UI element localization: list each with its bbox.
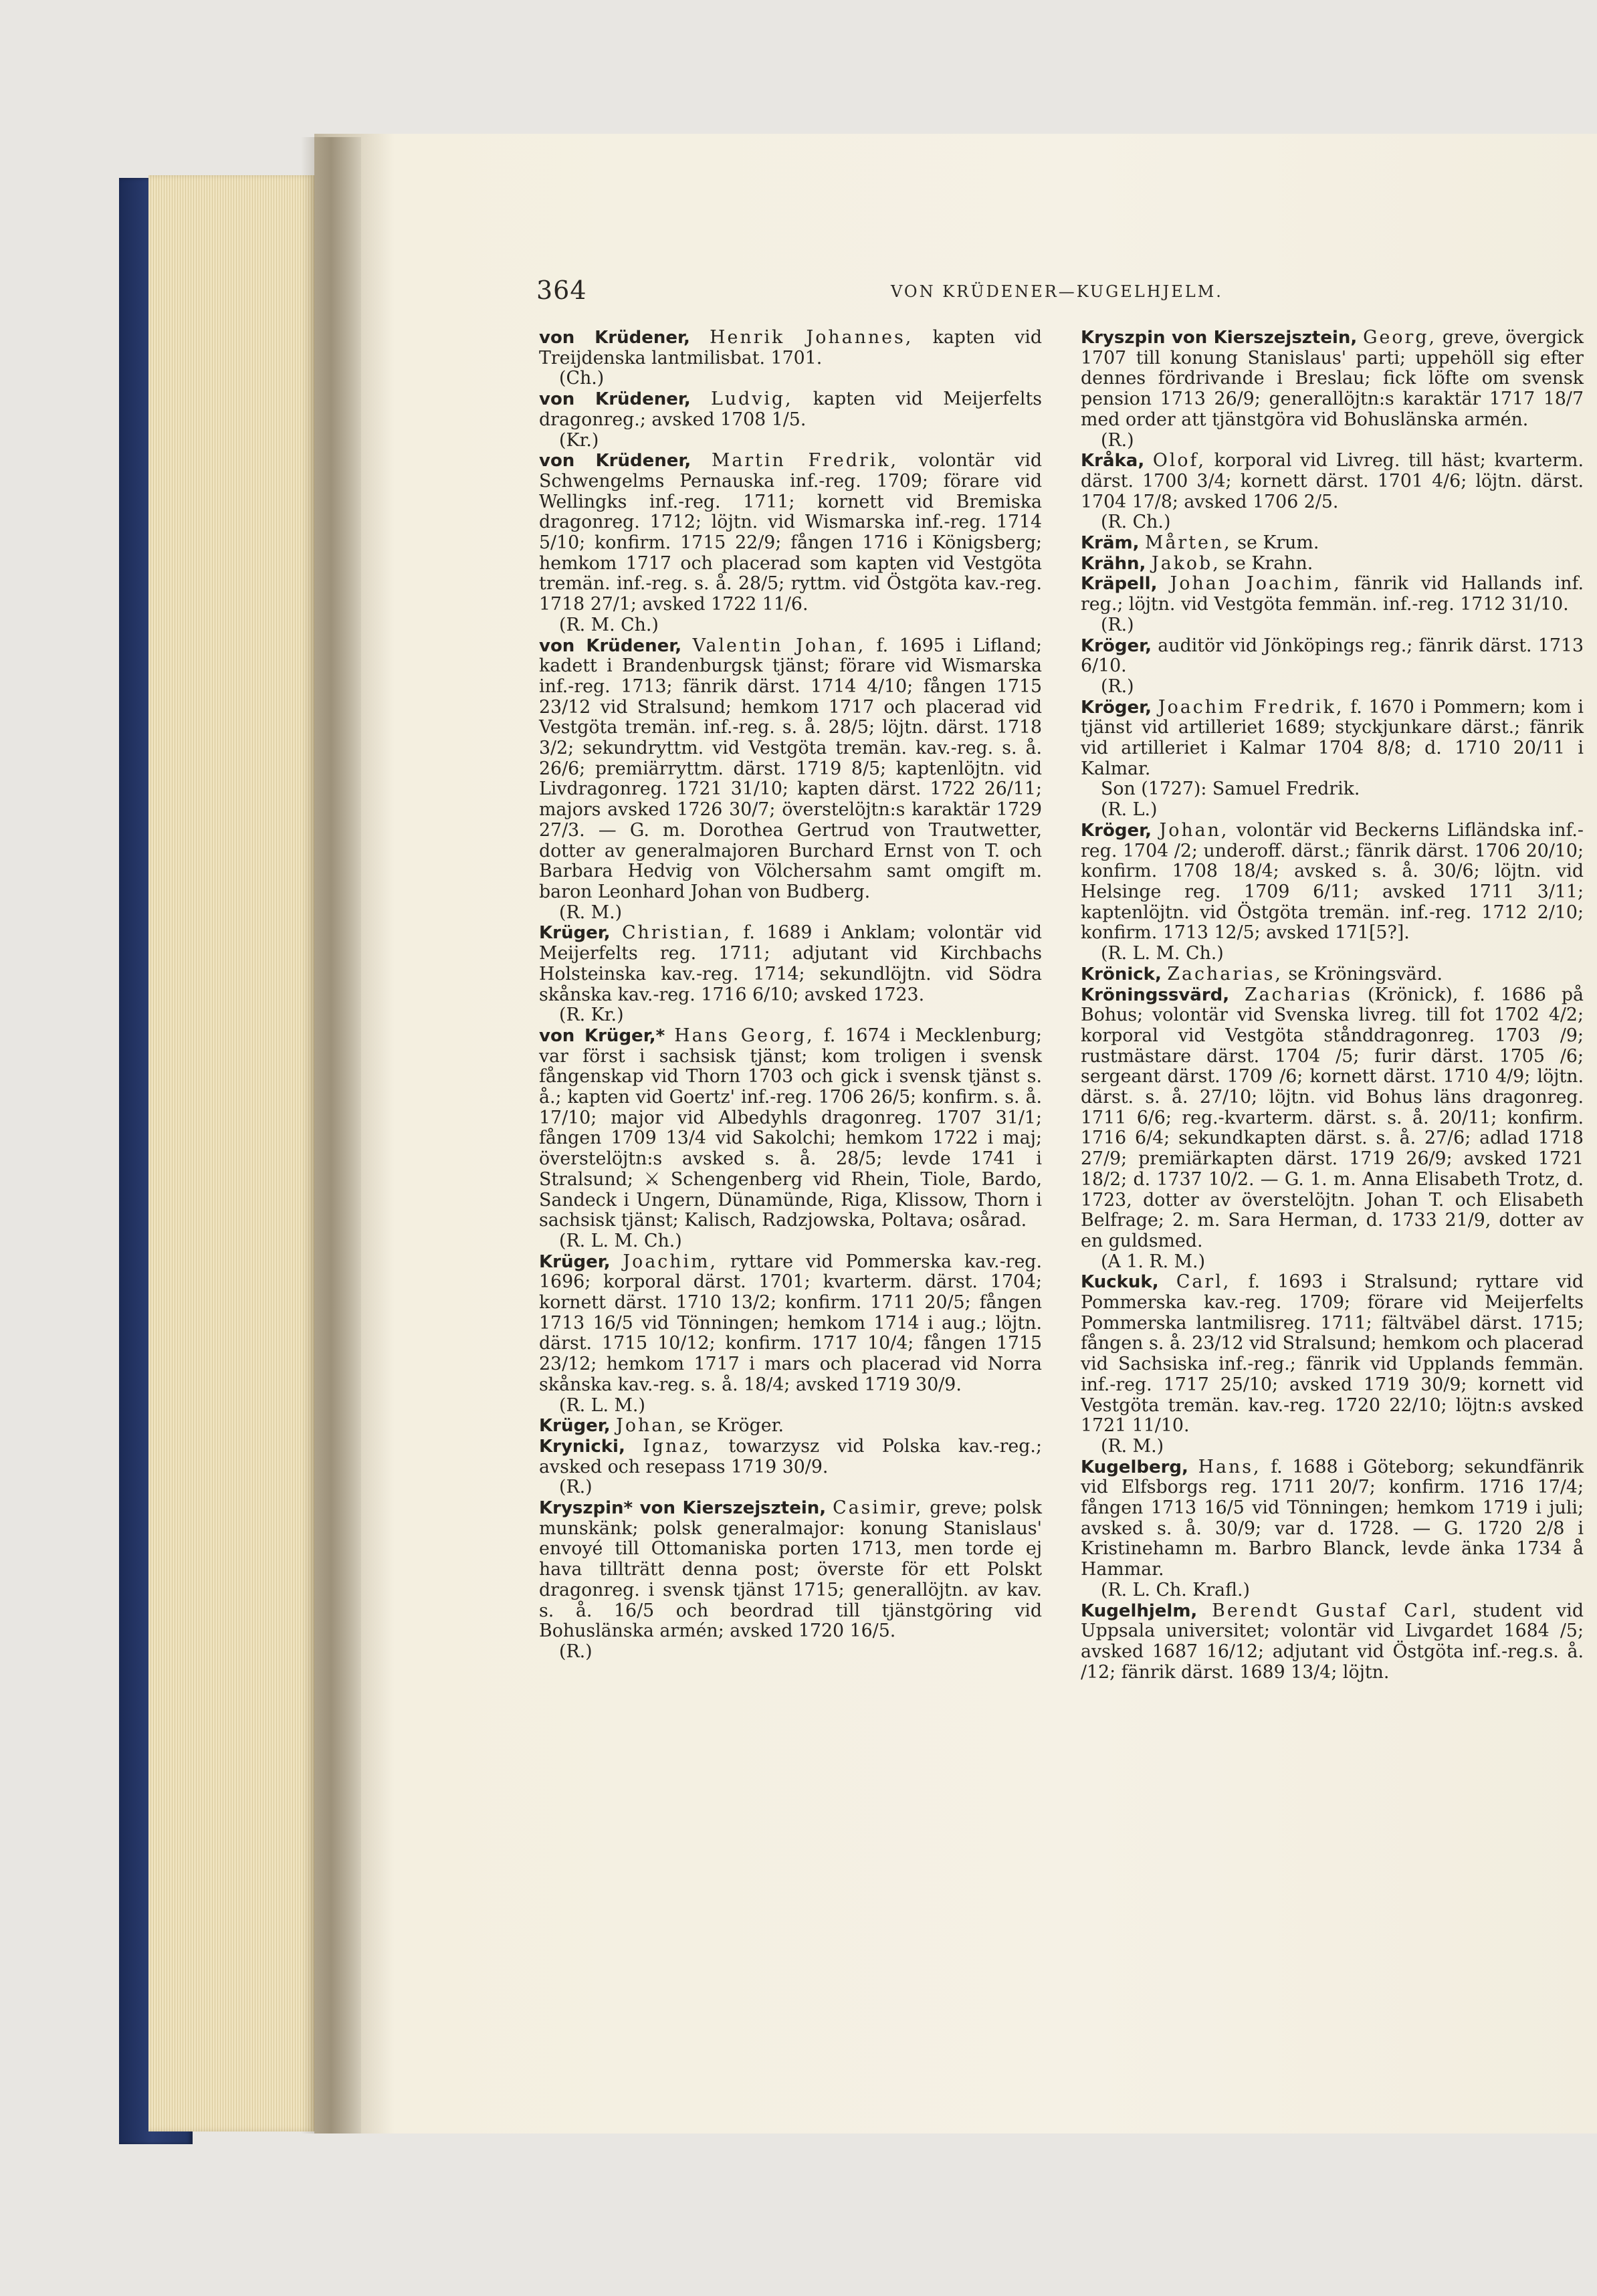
entry-source: (R.): [1101, 429, 1134, 451]
entry-text: se Krum.: [1237, 532, 1319, 554]
entry-given-names: Ludvig,: [710, 389, 793, 410]
entry-headword: Kräpell,: [1081, 574, 1158, 595]
entry-given-names: Hans Georg,: [674, 1025, 815, 1046]
biography-entry: [1081, 1601, 1584, 1683]
entry-text: (Krönick), f. 1686 på Bohus; volontär vid Svenska livreg. till fot 1702 4/2; korporal vid Vestgöta stånddragonreg. 1703 /9; rustmästare därst. 1704 /5; furir därst. 1705 /6; sergeant därst. 1709 /6; kornett därst. 1710 4/9; löjtn. därst. s. å. 27/10; löjtn. vid Bohus läns dragonreg. 1711 6/6; reg.-kvarterm. därst. s. å. 20/11; konfirm. 1716 6/4; sekundkapten därst. s. å. 27/6; adlad 1718 27/9; premiärkapten därst. 1719 26/9; avsked 1721 18/2; d. 1737 10/2. — G. 1. m. Anna Elisabeth Trotz, d. 1723, dotter av överstelöjtn. Johan T. och Elisabeth Belfrage; 2. m. Sara Herman, d. 1733 21/9, dotter av en guldsmed.: [1081, 984, 1584, 1251]
entry-source: (R. L. M. Ch.): [1101, 943, 1224, 964]
entry-text: f. 1695 i Lifland; kadett i Brandenburgsk tjänst; förare vid Wismarska inf.-reg. 1713; fänrik därst. 1714 4/10; fången 1715 23/12 vid Stralsund; hemkom 1717 och placerad vid Vestgöta tremän. inf.-reg. s. å. 28/5; löjtn. därst. 1718 3/2; sekundryttm. vid Vestgöta tremän. kav.-reg. s. å. 26/6; premiärryttm. därst. 1719 8/5; kaptenlöjtn. vid Livdragonreg. 1721 31/10; kapten därst. 1722 26/11; majors avsked 1726 30/7; överstelöjtn:s karaktär 1729 27/3. — G. m. Dorothea Gertrud von Trautwetter, dotter av generalmajoren Burchard Ernst von T. och Barbara Hedvig von Völchersahm samt omgift m. baron Leonhard Johan von Budberg.: [539, 635, 1042, 902]
entry-given-names: Jakob,: [1151, 552, 1220, 574]
entry-text: f. 1670 i Pommern; kom i tjänst vid artilleriet 1689; styckjunkare därst.; fänrik vid artilleriet i Kalmar 1704 8/8; d. 1710 20/11 i Kalmar.: [1081, 696, 1584, 779]
entry-source: Son (1727): Samuel Fredrik. (R. L.): [1101, 778, 1360, 821]
entry-given-names: Ignaz,: [643, 1435, 711, 1457]
entry-given-names: Casimir,: [833, 1497, 924, 1519]
biography-entry: [1081, 636, 1584, 677]
entry-text: se Krahn.: [1226, 552, 1313, 574]
biography-entry: [1081, 821, 1584, 944]
entry-given-names: Mårten,: [1145, 532, 1232, 554]
entry-headword: von Krüdener,: [539, 328, 690, 348]
biography-entry: [539, 1437, 1042, 1477]
biography-entry: [539, 1416, 1042, 1437]
entry-source: (Ch.): [559, 368, 605, 389]
entry-source: (R. M.): [559, 902, 623, 923]
entry-headword: Krähn,: [1081, 553, 1146, 574]
biography-entry: [1081, 328, 1584, 431]
biography-entry: [539, 923, 1042, 1005]
entry-headword: Krüger,: [539, 1251, 611, 1272]
biography-entry: [1081, 1272, 1584, 1437]
entry-source: (R. L. Ch. Krafl.): [1101, 1579, 1250, 1600]
entry-given-names: Christian,: [622, 922, 732, 944]
biography-entry: [539, 389, 1042, 430]
biography-entry: [539, 636, 1042, 903]
biography-entry: [1081, 451, 1584, 512]
entry-given-names: Berendt Gustaf Carl,: [1212, 1600, 1459, 1621]
biography-entry: [1081, 554, 1584, 575]
entry-headword: Krönick,: [1081, 964, 1162, 984]
entry-given-names: Johan,: [616, 1415, 686, 1437]
entry-text: auditör vid Jönköpings reg.; fänrik därst. 1713 6/10.: [1081, 635, 1584, 677]
entry-headword: Kräm,: [1081, 533, 1140, 554]
entry-source: (R.): [559, 1477, 593, 1498]
entry-source: (R.): [559, 1641, 593, 1662]
right-text-column: [1081, 328, 1584, 1683]
binding-shadow: [301, 137, 361, 2133]
page-stack-edges: [148, 175, 316, 2131]
entry-headword: von Krüdener,: [539, 389, 691, 410]
biography-entry: [1081, 574, 1584, 615]
entry-text: f. 1688 i Göteborg; sekundfänrik vid Elfsborgs reg. 1711 20/7; konfirm. 1716 17/4; fången 1713 16/5 vid Tönningen; hemkom 1719 i juli; avsked s. å. 30/9; var d. 1728. — G. 1720 2/8 i Kristinehamn m. Barbro Blanck, levde änka 1734 å Hammar.: [1081, 1456, 1584, 1580]
entry-source: (R.): [1101, 614, 1134, 635]
entry-source: (R. L. M.): [559, 1394, 645, 1416]
biography-entry: [1081, 1457, 1584, 1580]
entry-given-names: Olof,: [1152, 450, 1206, 472]
entry-text: se Kröningsvärd.: [1288, 963, 1443, 984]
biography-entry: [1081, 533, 1584, 554]
entry-source: (R. M.): [1101, 1435, 1164, 1457]
entry-headword: Kröger,: [1081, 697, 1152, 718]
entry-headword: Krynicki,: [539, 1436, 625, 1457]
biography-entry: [1081, 964, 1584, 985]
biography-entry: [539, 1026, 1042, 1231]
left-text-column: [539, 328, 1042, 1663]
entry-headword: Kröger,: [1081, 635, 1152, 656]
entry-text: f. 1689 i Anklam; volontär vid Meijerfelts reg. 1711; adjutant vid Kirchbachs Holsteinska kav.-reg. 1714; sekundlöjtn. vid Södra skånska kav.-reg. 1716 6/10; avsked 1723.: [539, 922, 1042, 1005]
entry-text: kapten vid Meijerfelts dragonreg.; avsked 1708 1/5.: [539, 389, 1042, 430]
entry-headword: Kryszpin* von Kierszejsztein,: [539, 1498, 827, 1519]
entry-text: se Kröger.: [691, 1415, 784, 1437]
biography-entry: [1081, 985, 1584, 1252]
entry-headword: Kuckuk,: [1081, 1272, 1159, 1293]
biography-entry: [539, 451, 1042, 615]
entry-source: (R.): [1101, 675, 1134, 697]
entry-headword: von Krüdener,: [539, 635, 682, 656]
entry-source: (R. L. M. Ch.): [559, 1230, 682, 1251]
entry-headword: Kröger,: [1081, 820, 1152, 841]
entry-text: fänrik vid Hallands inf. reg.; löjtn. vid Vestgöta femmän. inf.-reg. 1712 31/10.: [1081, 573, 1584, 615]
entry-given-names: Henrik Johannes,: [710, 327, 914, 348]
entry-headword: von Krüger,*: [539, 1025, 665, 1046]
entry-text: kapten vid Treijdenska lantmilisbat. 1701.: [539, 327, 1042, 369]
running-title: VON KRÜDENER—KUGELHJELM.: [891, 282, 1223, 301]
entry-given-names: Johan Joachim,: [1170, 573, 1342, 595]
entry-text: greve; polsk munskänk; polsk generalmajor: konung Stanislaus' envoyé till Ottomaniska porten 1713, men torde ej hava tillträtt denna post; överste för ett Polskt dragonreg. i svensk tjänst 1715; generallöjtn. av kav. s. å. 16/5 och beordrad till tjänstgöring vid Bohuslänska armén; avsked 1720 16/5.: [539, 1497, 1042, 1642]
entry-given-names: Zacharias,: [1167, 963, 1283, 984]
entry-text: student vid Uppsala universitet; volontär vid Livgardet 1684 /5; avsked 1687 16/12; adjutant vid Östgöta inf.-reg.s. å. /12; fänrik därst. 1689 13/4; löjtn.: [1081, 1600, 1584, 1683]
entry-headword: Kråka,: [1081, 451, 1145, 472]
entry-headword: Krüger,: [539, 1416, 611, 1437]
biography-entry: [539, 328, 1042, 369]
entry-text: volontär vid Beckerns Lifländska inf.-reg. 1704 /2; underoff. därst.; fänrik därst. 1706 20/10; konfirm. 1708 18/4; avsked s. å. 30/6; löjtn. vid Helsinge reg. 1709 6/11; avsked 1711 3/11; kaptenlöjtn. vid Östgöta tremän. inf.-reg. 1712 2/10; konfirm. 1713 12/5; avsked 171[5?].: [1081, 819, 1584, 944]
entry-headword: Kryszpin von Kierszejsztein,: [1081, 328, 1358, 348]
entry-text: f. 1693 i Stralsund; ryttare vid Pommerska kav.-reg. 1709; förare vid Meijerfelts Pommerska lantmilisreg. 1711; fältväbel därst. 1715; fången s. å. 23/12 vid Stralsund; hemkom och placerad vid Sachsiska inf.-reg.; fänrik vid Upplands femmän. inf.-reg. 1717 25/10; avsked 1719 30/9; kornett vid Vestgöta tremän. kav.-reg. 1720 22/10; löjtn:s avsked 1721 11/10.: [1081, 1271, 1584, 1437]
entry-source: (Kr.): [559, 429, 599, 451]
page-number: 364: [536, 276, 587, 305]
entry-text: f. 1674 i Mecklenburg; var först i sachsisk tjänst; kom troligen i svensk fångenskap vid Thorn 1703 och gick i svensk tjänst s. å.; kapten vid Goertz' inf.-reg. 1706 26/5; konfirm. s. å. 17/10; major vid Albedyhls dragonreg. 1707 31/1; fången 1709 13/4 vid Sakolchi; hemkom 1722 i maj; överstelöjtn:s avsked s. å. 28/5; levde 1741 i Stralsund; ⚔ Schengenberg vid Rhein, Tiole, Bardo, Sandeck i Ungern, Dünamünde, Riga, Klissow, Thorn i sachsisk tjänst; Kalisch, Radzjowska, Poltava; osårad.: [539, 1025, 1042, 1231]
entry-text: greve, övergick 1707 till konung Stanislaus' parti; uppehöll sig efter dennes fördrivande i Breslau; fick löfte om svensk pension 1713 26/9; generallöjtn:s karaktär 1717 18/7 med order att tjänstgöra vid Bohuslänska armén.: [1081, 327, 1584, 430]
entry-given-names: Johan,: [1159, 819, 1229, 841]
entry-headword: Kugelberg,: [1081, 1457, 1188, 1477]
biography-entry: [539, 1498, 1042, 1642]
biography-entry: [539, 1252, 1042, 1396]
entry-headword: Kröningssvärd,: [1081, 984, 1230, 1005]
entry-source: (A 1. R. M.): [1101, 1251, 1206, 1272]
entry-text: volontär vid Schwengelms Pernauska inf.-reg. 1709; förare vid Wellingks inf.-reg. 1711; kornett vid Bremiska dragonreg. 1712; löjtn. vid Wismarska inf.-reg. 1714 5/10; konfirm. 1715 22/9; fången 1716 i Königsberg; hemkom 1717 och placerad som kapten vid Vestgöta tremän. inf.-reg. s. å. 28/5; ryttm. vid Östgöta kav.-reg. 1718 27/1; avsked 1722 11/6.: [539, 450, 1042, 615]
entry-text: korporal vid Livreg. till häst; kvarterm. därst. 1700 3/4; kornett därst. 1701 4/6; löjtn. därst. 1704 17/8; avsked 1706 2/5.: [1081, 450, 1584, 512]
entry-source: (R. Ch.): [1101, 512, 1171, 533]
biography-entry: [1081, 698, 1584, 780]
entry-source: (R. Kr.): [559, 1005, 624, 1026]
entry-headword: Krüger,: [539, 923, 611, 944]
running-header: [536, 276, 1580, 308]
entry-given-names: Valentin Johan,: [692, 635, 866, 656]
entry-given-names: Joachim,: [623, 1251, 718, 1272]
entry-given-names: Georg,: [1363, 327, 1437, 348]
entry-headword: Kugelhjelm,: [1081, 1600, 1198, 1621]
entry-given-names: Hans,: [1198, 1456, 1261, 1477]
entry-given-names: Carl,: [1176, 1271, 1231, 1293]
entry-text: towarzysz vid Polska kav.-reg.; avsked och resepass 1719 30/9.: [539, 1435, 1042, 1477]
entry-given-names: Joachim Fredrik,: [1158, 696, 1344, 718]
entry-given-names: Martin Fredrik,: [711, 450, 898, 472]
entry-headword: von Krüdener,: [539, 451, 691, 472]
entry-text: ryttare vid Pommerska kav.-reg. 1696; korporal därst. 1701; kvarterm. därst. 1704; kornett därst. 1710 13/2; konfirm. 1711 20/5; fången 1713 16/5 vid Tönningen; hemkom 1714 i aug.; löjtn. därst. 1715 10/12; konfirm. 1717 10/4; fången 1715 23/12; hemkom 1717 i mars och placerad vid Norra skånska kav.-reg. s. å. 18/4; avsked 1719 30/9.: [539, 1251, 1042, 1395]
entry-given-names: Zacharias: [1245, 984, 1353, 1005]
entry-source: (R. M. Ch.): [559, 614, 659, 635]
